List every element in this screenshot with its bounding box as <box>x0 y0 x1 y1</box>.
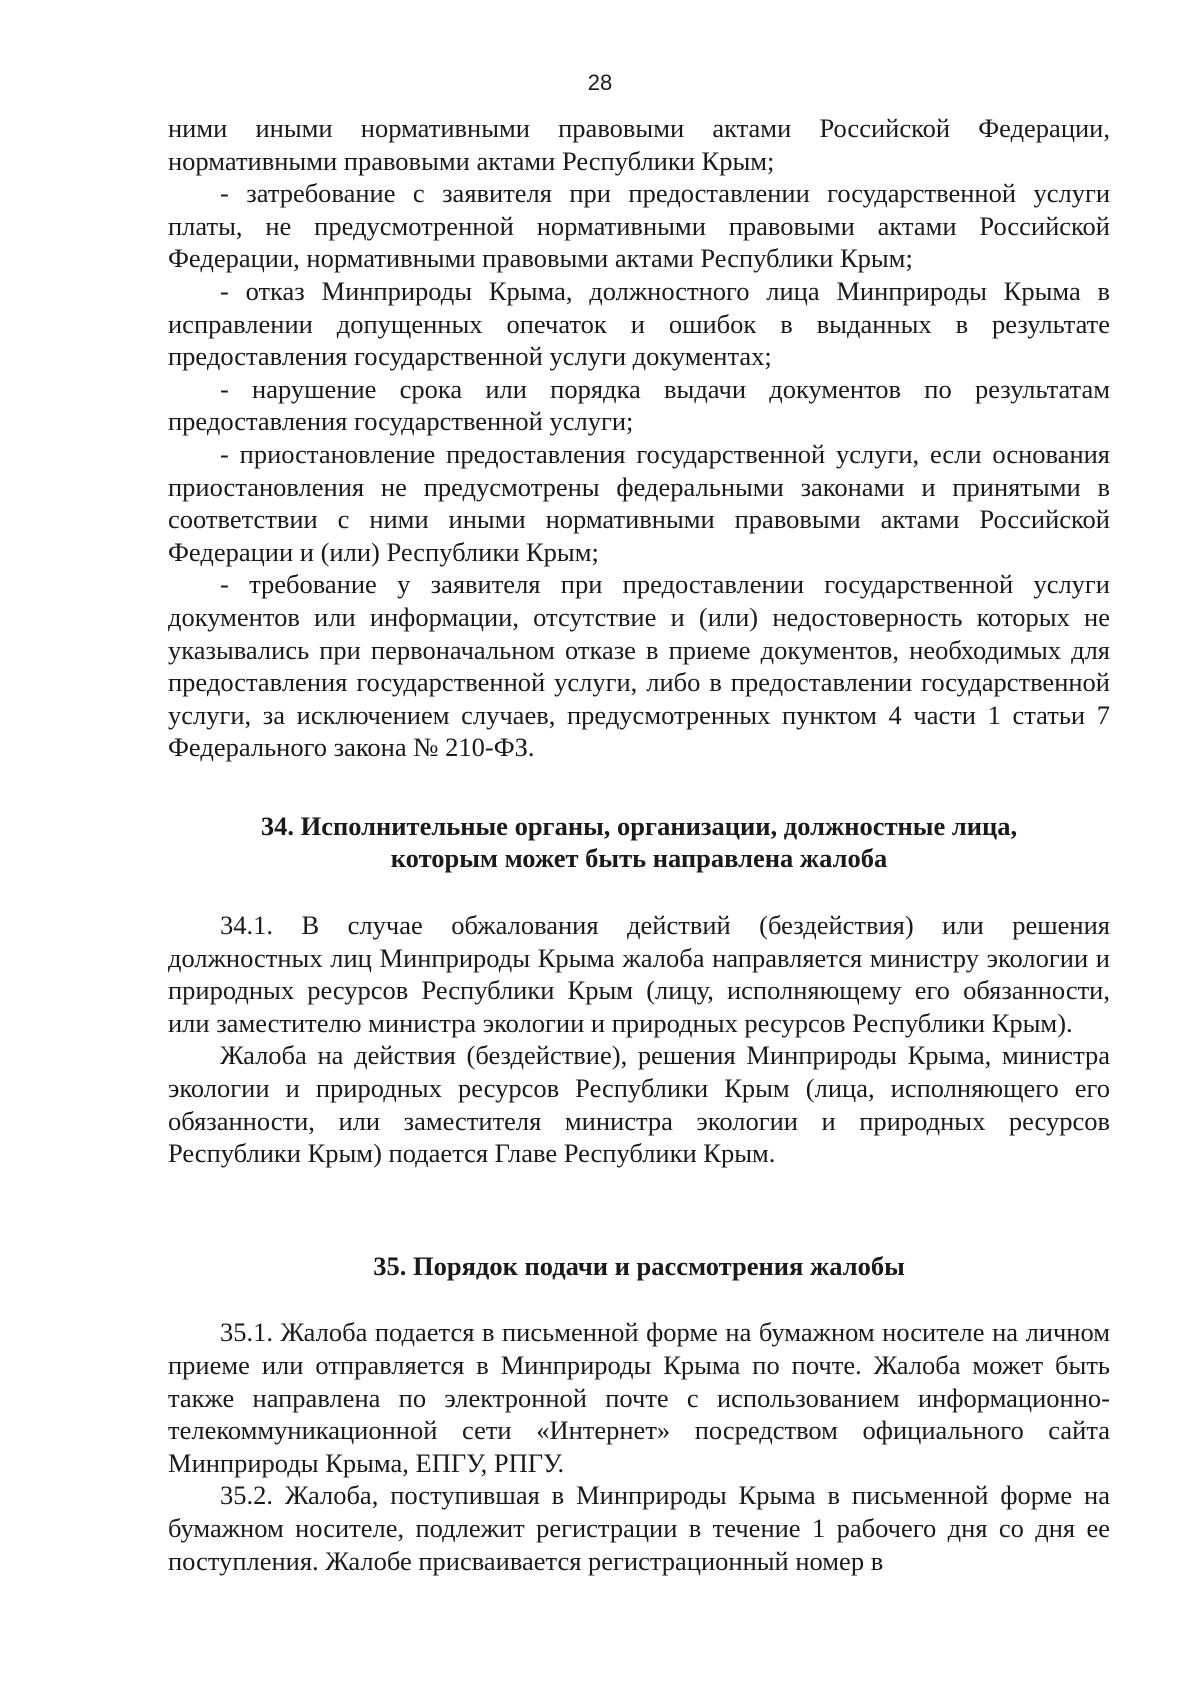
paragraph-intro-continuation: ними иными нормативными правовыми актами Российской Федерации, нормативными правовыми актами Республики Крым; <box>168 113 1110 176</box>
list-item-suspension: - приостановление предоставления государственной услуги, если основания приостановления не предусмотрены федеральными законами и принятыми в соответствии с ними иными нормативными правовыми актами Российской Федерации и (или) Республики Крым; <box>168 438 1110 567</box>
document-body <box>168 112 1110 1577</box>
page-number: 28 <box>587 70 613 95</box>
paragraph-35-1: 35.1. Жалоба подается в письменной форме на бумажном носителе на личном приеме или отправляется в Минприроды Крыма по почте. Жалоба может быть также направлена по электронной почте с использованием информационно-телекоммуникационной сети «Интернет» посредством официального сайта Минприроды Крыма, ЕПГУ, РПГУ. <box>168 1317 1110 1478</box>
list-item-issuance-violation: - нарушение срока или порядка выдачи документов по результатам предоставления государственной услуги; <box>168 373 1110 437</box>
section-34-heading-line2: которым может быть направлена жалоба <box>390 843 888 874</box>
list-item-correction-refusal: - отказ Минприроды Крыма, должностного лица Минприроды Крыма в исправлении допущенных опечаток и ошибок в выданных в результате предоставления государственной услуги документах; <box>168 275 1110 372</box>
section-35-heading: 35. Порядок подачи и рассмотрения жалобы <box>373 1250 905 1281</box>
section-34-heading-line1: 34. Исполнительные органы, организации, должностные лица, <box>260 810 1018 841</box>
paragraph-34-1-complaint: Жалоба на действия (бездействие), решения Минприроды Крыма, министра экологии и природных ресурсов Республики Крым (лица, исполняющего его обязанности, или заместителя министра экологии и природных ресурсов Республики Крым) подается Главе Республики Крым. <box>168 1040 1110 1169</box>
paragraph-35-2: 35.2. Жалоба, поступившая в Минприроды Крыма в письменной форме на бумажном носителе, подлежит регистрации в течение 1 рабочего дня со дня ее поступления. Жалобе присваивается регистрационный номер в <box>168 1480 1110 1576</box>
list-item-fee-requirement: - затребование с заявителя при предоставлении государственной услуги платы, не предусмотренной нормативными правовыми актами Российской Федерации, нормативными правовыми актами Республики Крым; <box>168 178 1110 274</box>
section-34-heading <box>168 810 1110 875</box>
paragraph-34-1: 34.1. В случае обжалования действий (бездействия) или решения должностных лиц Минприроды Крыма жалоба направляется министру экологии и природных ресурсов Республики Крым (лицу, исполняющему его обязанности, или заместителю министра экологии и природных ресурсов Республики Крым). <box>168 910 1110 1038</box>
list-item-document-requirement: - требование у заявителя при предоставлении государственной услуги документов или информации, отсутствие и (или) недостоверность которых не указывались при первоначальном отказе в приеме документов, необходимых для предоставления государственной услуги, либо в предоставлении государственной услуги, за исключением случаев, предусмотренных пунктом 4 части 1 статьи 7 Федерального закона № 210-ФЗ. <box>168 569 1110 763</box>
